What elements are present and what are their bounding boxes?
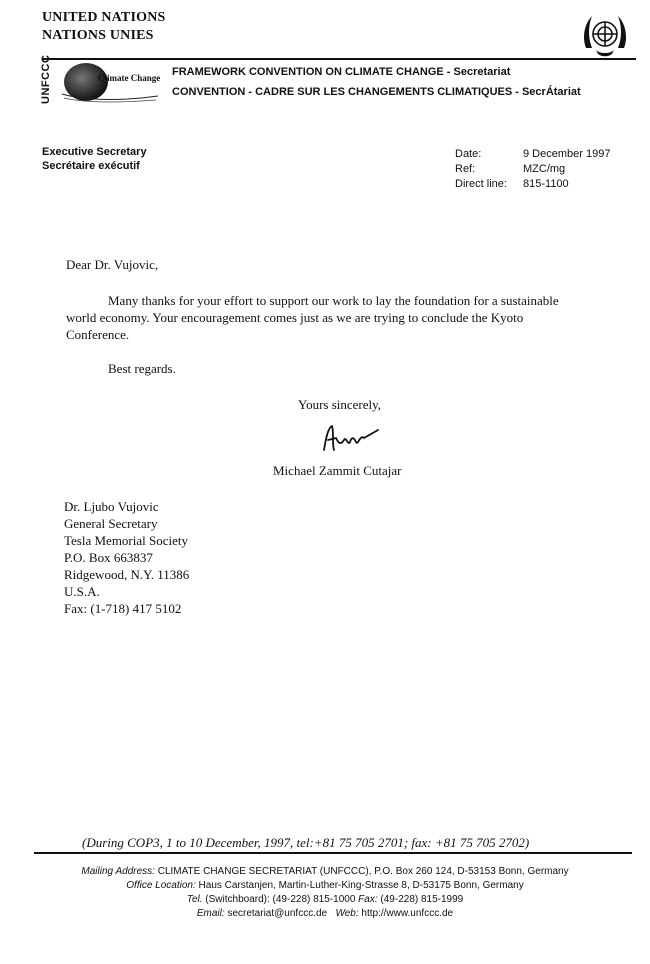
framework-title-fr: CONVENTION - CADRE SUR LES CHANGEMENTS CLIMATIQUES - SecrÁtariat: [172, 86, 581, 98]
sender-title-fr: Secrétaire exécutif: [42, 160, 140, 172]
email-label: Email:: [196, 908, 225, 919]
date-label: Date:: [455, 148, 482, 160]
date-value: 9 December 1997: [523, 148, 611, 160]
tel-label: Tel.: [186, 894, 203, 905]
salutation: Dear Dr. Vujovic,: [66, 257, 159, 272]
climate-change-tag: Climate Change: [98, 73, 161, 83]
globe-logo-icon: [60, 62, 160, 104]
cop3-notice: (During COP3, 1 to 10 December, 1997, tel:+81 75 705 2701; fax: +81 75 705 2702): [82, 835, 530, 850]
ref-label: Ref:: [455, 163, 476, 175]
closing: Yours sincerely,: [298, 397, 382, 412]
recipient-name: Dr. Ljubo Vujovic: [64, 499, 159, 514]
mailing-address-label: Mailing Address:: [81, 866, 155, 877]
mailing-address: [0, 866, 650, 877]
signatory-name: Michael Zammit Cutajar: [273, 463, 402, 478]
regards: Best regards.: [108, 361, 176, 376]
telephone-fax: [0, 894, 650, 905]
org-name-fr: NATIONS UNIES: [42, 28, 154, 43]
recipient-city: Ridgewood, N.Y. 11386: [64, 567, 190, 582]
un-emblem-icon: [578, 10, 632, 60]
office-location-value: Haus Carstanjen, Martin-Luther-King-Strasse 8, D-53175 Bonn, Germany: [198, 880, 524, 891]
recipient-box: P.O. Box 663837: [64, 550, 153, 565]
email-web: [0, 908, 650, 919]
unfccc-vertical-text: UNFCCC: [40, 54, 52, 104]
web-value: http://www.unfccc.de: [361, 908, 454, 919]
signature: [318, 420, 382, 456]
recipient-fax: Fax: (1-718) 417 5102: [64, 601, 182, 616]
email-value: secretariat@unfccc.de: [227, 908, 328, 919]
tel-value: (Switchboard): (49-228) 815-1000: [205, 894, 356, 905]
office-location: [0, 880, 650, 891]
footer-rule: [34, 852, 632, 854]
ref-value: MZC/mg: [523, 163, 566, 175]
fax-value: (49-228) 815-1999: [380, 894, 464, 905]
framework-title-en: FRAMEWORK CONVENTION ON CLIMATE CHANGE - Secretariat: [172, 66, 511, 78]
header-rule: [42, 58, 636, 60]
recipient-country: U.S.A.: [64, 584, 100, 599]
recipient-org: Tesla Memorial Society: [64, 533, 189, 548]
body-line-3: Conference.: [66, 327, 130, 342]
org-name-en: UNITED NATIONS: [42, 10, 166, 25]
mailing-address-value: CLIMATE CHANGE SECRETARIAT (UNFCCC), P.O. Box 260 124, D-53153 Bonn, Germany: [157, 866, 569, 877]
office-location-label: Office Location:: [126, 880, 196, 891]
fax-label: Fax:: [358, 894, 378, 905]
direct-line-value: 815-1100: [523, 178, 569, 190]
body-line-1: Many thanks for your effort to support our work to lay the foundation for a sustainable: [108, 293, 559, 308]
recipient-title: General Secretary: [64, 516, 158, 531]
body-line-2: world economy. Your encouragement comes just as we are trying to conclude the Kyoto: [66, 310, 524, 325]
web-label: Web:: [335, 908, 359, 919]
direct-line-label: Direct line:: [455, 178, 507, 190]
sender-title-en: Executive Secretary: [42, 146, 147, 158]
